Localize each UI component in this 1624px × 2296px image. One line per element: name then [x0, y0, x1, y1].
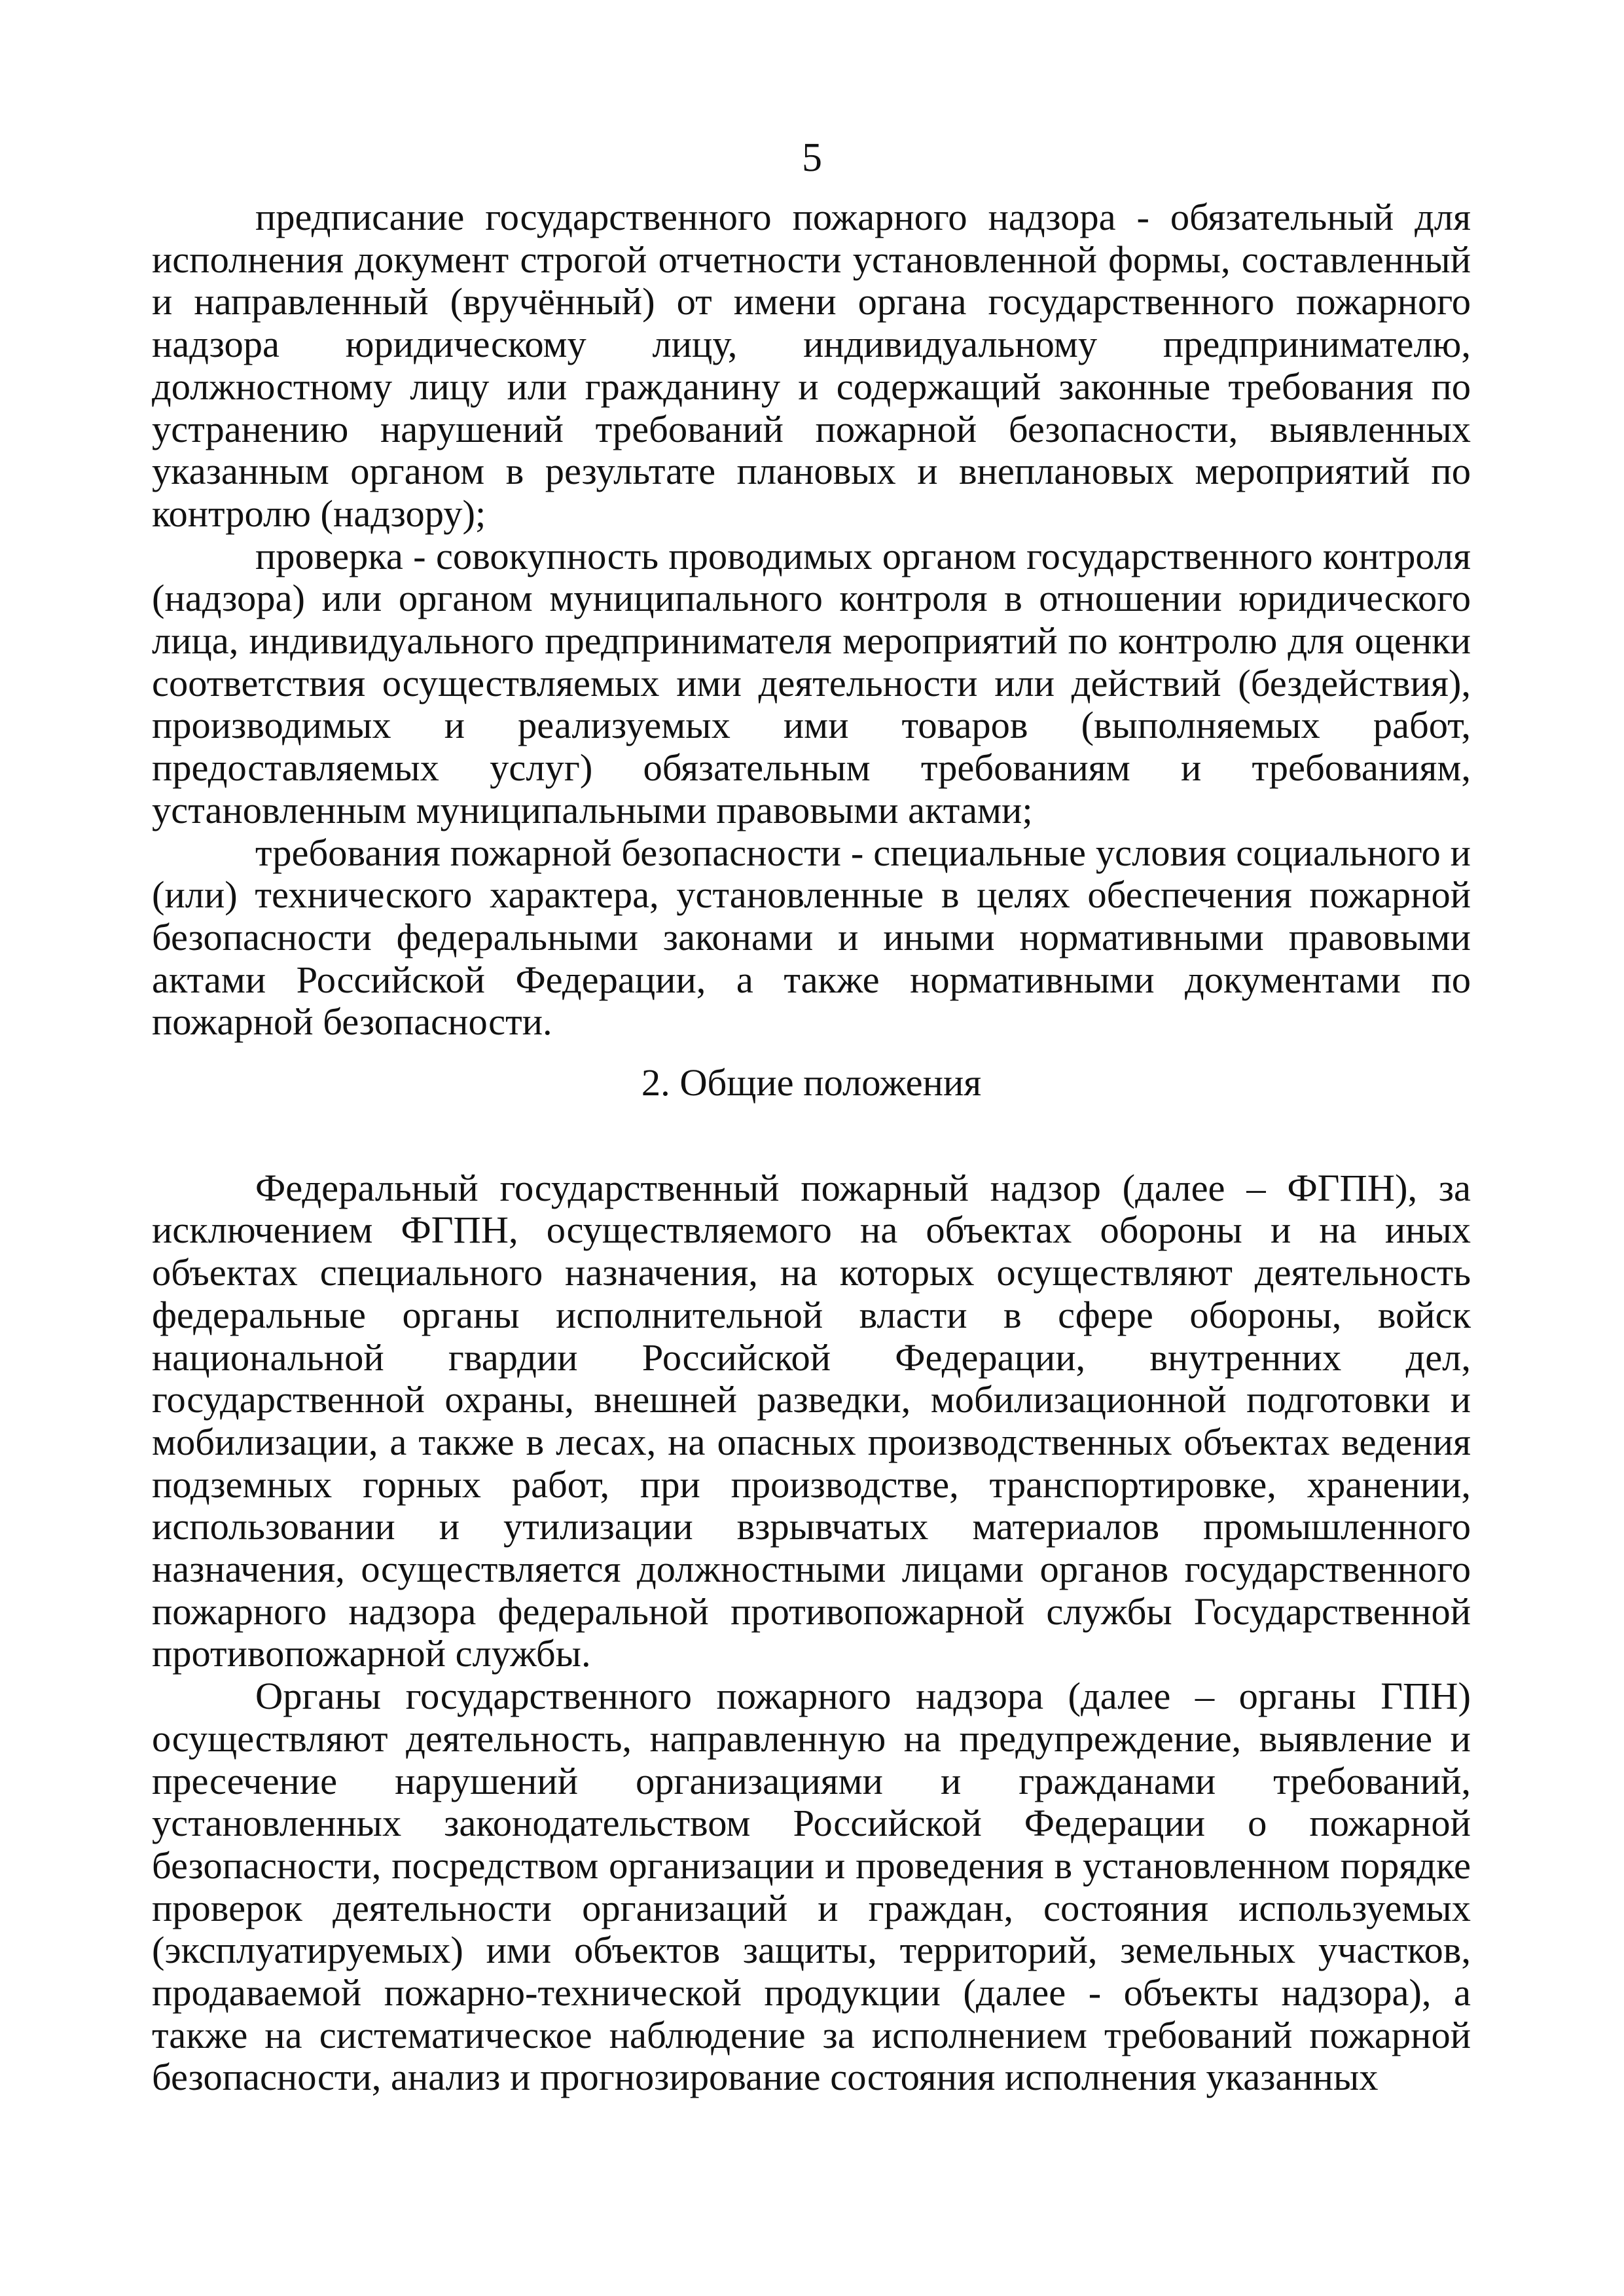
definition-paragraph-order: предписание государственного пожарного надзора - обязательный для исполнения документ строгой отчетности установленной формы, составленный и направленный (вручённый) от имени органа государственного пожарного надзора юридическому лицу, индивидуальному предпринимателю, должностному лицу или гражданину и содержащий законные требования по устранению нарушений требований пожарной безопасности, выявленных указанным органом в результате плановых и внеплановых мероприятий по контролю (надзору);: [152, 196, 1471, 535]
section-paragraph-fgpn: Федеральный государственный пожарный надзор (далее – ФГПН), за исключением ФГПН, осуществляемого на объектах обороны и на иных объектах специального назначения, на которых осуществляют деятельность федеральные органы исполнительной власти в сфере обороны, войск национальной гвардии Российской Федерации, внутренних дел, государственной охраны, внешней разведки, мобилизационной подготовки и мобилизации, а также в лесах, на опасных производственных объектах ведения подземных горных работ, при производстве, транспортировке, хранении, использовании и утилизации взрывчатых материалов промышленного назначения, осуществляется должностными лицами органов государственного пожарного надзора федеральной противопожарной службы Государственной противопожарной службы.: [152, 1166, 1471, 1675]
definition-paragraph-inspection: проверка - совокупность проводимых органом государственного контроля (надзора) или органом муниципального контроля в отношении юридического лица, индивидуального предпринимателя мероприятий по контролю для оценки соответствия осуществляемых ими деятельности или действий (бездействия), производимых и реализуемых ими товаров (выполняемых работ, предоставляемых услуг) обязательным требованиям и требованиям, установленным муниципальными правовыми актами;: [152, 534, 1471, 831]
page-number: 5: [802, 136, 822, 180]
section-paragraph-gpn-bodies: Органы государственного пожарного надзора (далее – органы ГПН) осуществляют деятельность, направленную на предупреждение, выявление и пресечение нарушений организациями и гражданами требований, установленных законодательством Российской Федерации о пожарной безопасности, посредством организации и проведения в установленном порядке проверок деятельности организаций и граждан, состояния используемых (эксплуатируемых) ими объектов защиты, территорий, земельных участков, продаваемой пожарно-технической продукции (далее - объекты надзора), а также на систематическое наблюдение за исполнением требований пожарной безопасности, анализ и прогнозирование состояния исполнения указанных: [152, 1675, 1471, 2099]
section-heading: 2. Общие положения: [641, 1061, 982, 1104]
section-general-provisions: [152, 1062, 1471, 2099]
section-spacer: [152, 1104, 1471, 1167]
definitions-block: [152, 196, 1471, 1044]
definition-paragraph-requirements: требования пожарной безопасности - специальные условия социального и (или) технического характера, установленные в целях обеспечения пожарной безопасности федеральными законами и иными нормативными правовыми актами Российской Федерации, а также нормативными документами по пожарной безопасности.: [152, 831, 1471, 1044]
